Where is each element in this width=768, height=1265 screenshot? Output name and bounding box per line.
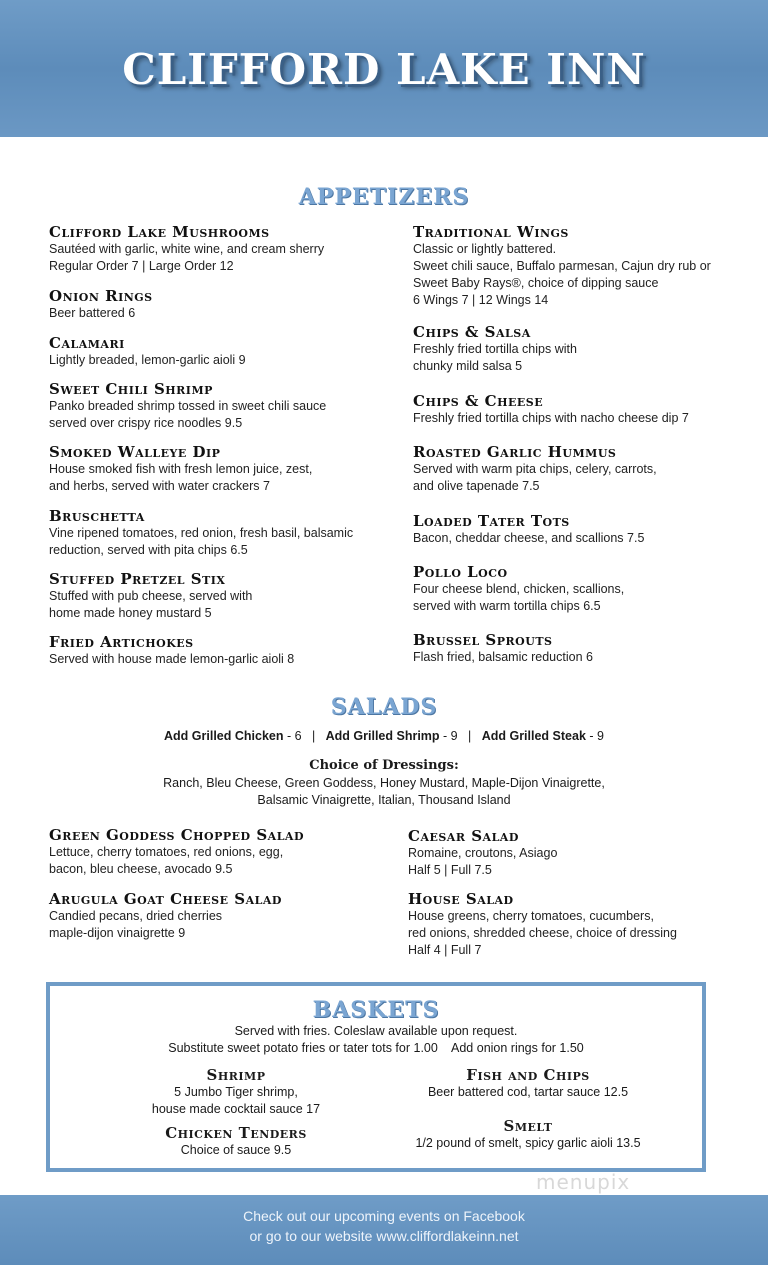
item-name: Green Goddess Chopped Salad xyxy=(49,826,304,844)
item-name: Loaded Tater Tots xyxy=(413,512,570,530)
item-desc: Stuffed with pub cheese, served with home made honey mustard 5 xyxy=(49,589,253,620)
footer-banner xyxy=(0,1195,768,1265)
item-desc: House smoked fish with fresh lemon juice, zest, and herbs, served with water crackers 7 xyxy=(49,462,313,493)
basket-item xyxy=(378,1117,678,1152)
watermark-text: menupix xyxy=(536,1170,631,1194)
item-desc: Bacon, cheddar cheese, and scallions 7.5 xyxy=(413,531,645,545)
menu-item xyxy=(413,323,753,375)
menu-item xyxy=(413,223,753,309)
item-desc: Served with warm pita chips, celery, carrots, and olive tapenade 7.5 xyxy=(413,462,657,493)
dressings-list: Balsamic Vinaigrette, Italian, Thousand Island xyxy=(257,793,511,807)
menu-item xyxy=(49,890,389,942)
menu-item xyxy=(49,507,409,559)
item-name: Pollo Loco xyxy=(413,563,508,581)
header-banner xyxy=(0,0,768,137)
menu-item xyxy=(49,443,389,495)
item-desc: Beer battered cod, tartar sauce 12.5 xyxy=(427,1085,629,1099)
menu-item xyxy=(49,826,389,878)
item-name: Chicken Tenders xyxy=(165,1124,307,1142)
item-name: Fried Artichokes xyxy=(49,633,194,651)
item-name: Smoked Walleye Dip xyxy=(49,443,221,461)
addon-price: - 9 xyxy=(585,729,604,743)
item-desc: Panko breaded shrimp tossed in sweet chili sauce served over crispy rice noodles 9.5 xyxy=(49,399,327,430)
menu-item xyxy=(49,223,389,275)
addon-separator: | xyxy=(457,729,482,743)
baskets-note: Served with fries. Coleslaw available upon request. xyxy=(234,1024,518,1038)
item-name: Traditional Wings xyxy=(413,223,569,241)
menu-item xyxy=(408,827,748,879)
menu-item xyxy=(49,287,389,322)
item-name: Roasted Garlic Hummus xyxy=(413,443,617,461)
item-desc: 1/2 pound of smelt, spicy garlic aioli 13.5 xyxy=(415,1136,641,1150)
item-name: Caesar Salad xyxy=(408,827,519,845)
item-desc: Candied pecans, dried cherries maple-dijon vinaigrette 9 xyxy=(49,909,223,940)
item-name: Calamari xyxy=(49,334,125,352)
item-desc: Flash fried, balsamic reduction 6 xyxy=(413,650,593,664)
dressings-list: Ranch, Bleu Cheese, Green Goddess, Honey Mustard, Maple-Dijon Vinaigrette, xyxy=(163,776,605,790)
item-desc: Lightly breaded, lemon-garlic aioli 9 xyxy=(49,353,246,367)
menu-item xyxy=(413,443,753,495)
item-name: House Salad xyxy=(408,890,514,908)
item-desc: Sautéed with garlic, white wine, and cream sherry Regular Order 7 | Large Order 12 xyxy=(49,242,325,273)
item-desc: Vine ripened tomatoes, red onion, fresh basil, balsamic reduction, served with pita chips 6.5 xyxy=(49,526,354,557)
item-desc: Romaine, croutons, Asiago Half 5 | Full 7.5 xyxy=(408,846,558,877)
menu-item xyxy=(413,563,753,615)
item-name: Brussel Sprouts xyxy=(413,631,553,649)
item-desc: 5 Jumbo Tiger shrimp, house made cocktail sauce 17 xyxy=(151,1085,321,1116)
basket-item xyxy=(86,1124,386,1159)
item-name: Chips & Salsa xyxy=(413,323,531,341)
item-name: Onion Rings xyxy=(49,287,153,305)
menu-item xyxy=(413,392,753,427)
basket-item xyxy=(86,1066,386,1118)
item-desc: Freshly fried tortilla chips with nacho cheese dip 7 xyxy=(413,411,689,425)
item-name: Chips & Cheese xyxy=(413,392,544,410)
baskets-title: BASKETS xyxy=(312,997,440,1023)
basket-item xyxy=(378,1066,678,1101)
item-name: Stuffed Pretzel Stix xyxy=(49,570,226,588)
menu-item xyxy=(408,890,748,959)
item-name: Sweet Chili Shrimp xyxy=(49,380,213,398)
dressings-title: Choice of Dressings: xyxy=(309,758,459,773)
item-desc: Freshly fried tortilla chips with chunky mild salsa 5 xyxy=(413,342,577,373)
item-name: Smelt xyxy=(503,1117,553,1135)
footer-line: or go to our website www.cliffordlakeinn.net xyxy=(249,1228,519,1244)
item-name: Shrimp xyxy=(206,1066,266,1084)
item-desc: Served with house made lemon-garlic aioli 8 xyxy=(49,652,295,666)
item-name: Arugula Goat Cheese Salad xyxy=(49,890,282,908)
item-desc: Lettuce, cherry tomatoes, red onions, egg, bacon, bleu cheese, avocado 9.5 xyxy=(49,845,284,876)
item-desc: Beer battered 6 xyxy=(49,306,136,320)
item-desc: Four cheese blend, chicken, scallions, served with warm tortilla chips 6.5 xyxy=(413,582,625,613)
item-desc: Choice of sauce 9.5 xyxy=(180,1143,292,1157)
addon-separator: | xyxy=(301,729,326,743)
addon-label: Add Grilled Chicken xyxy=(164,729,284,743)
menu-item xyxy=(49,633,389,668)
addon-price: - 6 xyxy=(283,729,302,743)
menu-item xyxy=(49,570,389,622)
addon-price: - 9 xyxy=(439,729,458,743)
baskets-note: Substitute sweet potato fries or tater tots for 1.00 Add onion rings for 1.50 xyxy=(168,1041,584,1055)
menu-item xyxy=(49,334,389,369)
footer-line: Check out our upcoming events on Facebook xyxy=(243,1208,525,1224)
restaurant-title: CLIFFORD LAKE INN xyxy=(122,45,646,94)
item-desc: House greens, cherry tomatoes, cucumbers, red onions, shredded cheese, choice of dressing Half 4 | Full 7 xyxy=(408,909,677,957)
item-name: Clifford Lake Mushrooms xyxy=(49,223,270,241)
addon-label: Add Grilled Steak xyxy=(481,729,586,743)
appetizers-title: APPETIZERS xyxy=(298,184,470,210)
item-desc: Classic or lightly battered. Sweet chili sauce, Buffalo parmesan, Cajun dry rub or Sweet Baby Rays®, choice of dipping sauce 6 Wings 7 | 12 Wings 14 xyxy=(413,242,711,307)
baskets-box xyxy=(46,982,706,1172)
addon-label: Add Grilled Shrimp xyxy=(325,729,440,743)
menu-item xyxy=(413,512,753,547)
salads-title: SALADS xyxy=(330,694,438,720)
salad-addons xyxy=(0,728,768,745)
item-name: Fish and Chips xyxy=(466,1066,590,1084)
item-name: Bruschetta xyxy=(49,507,145,525)
menu-item xyxy=(413,631,753,666)
menu-item xyxy=(49,380,409,432)
